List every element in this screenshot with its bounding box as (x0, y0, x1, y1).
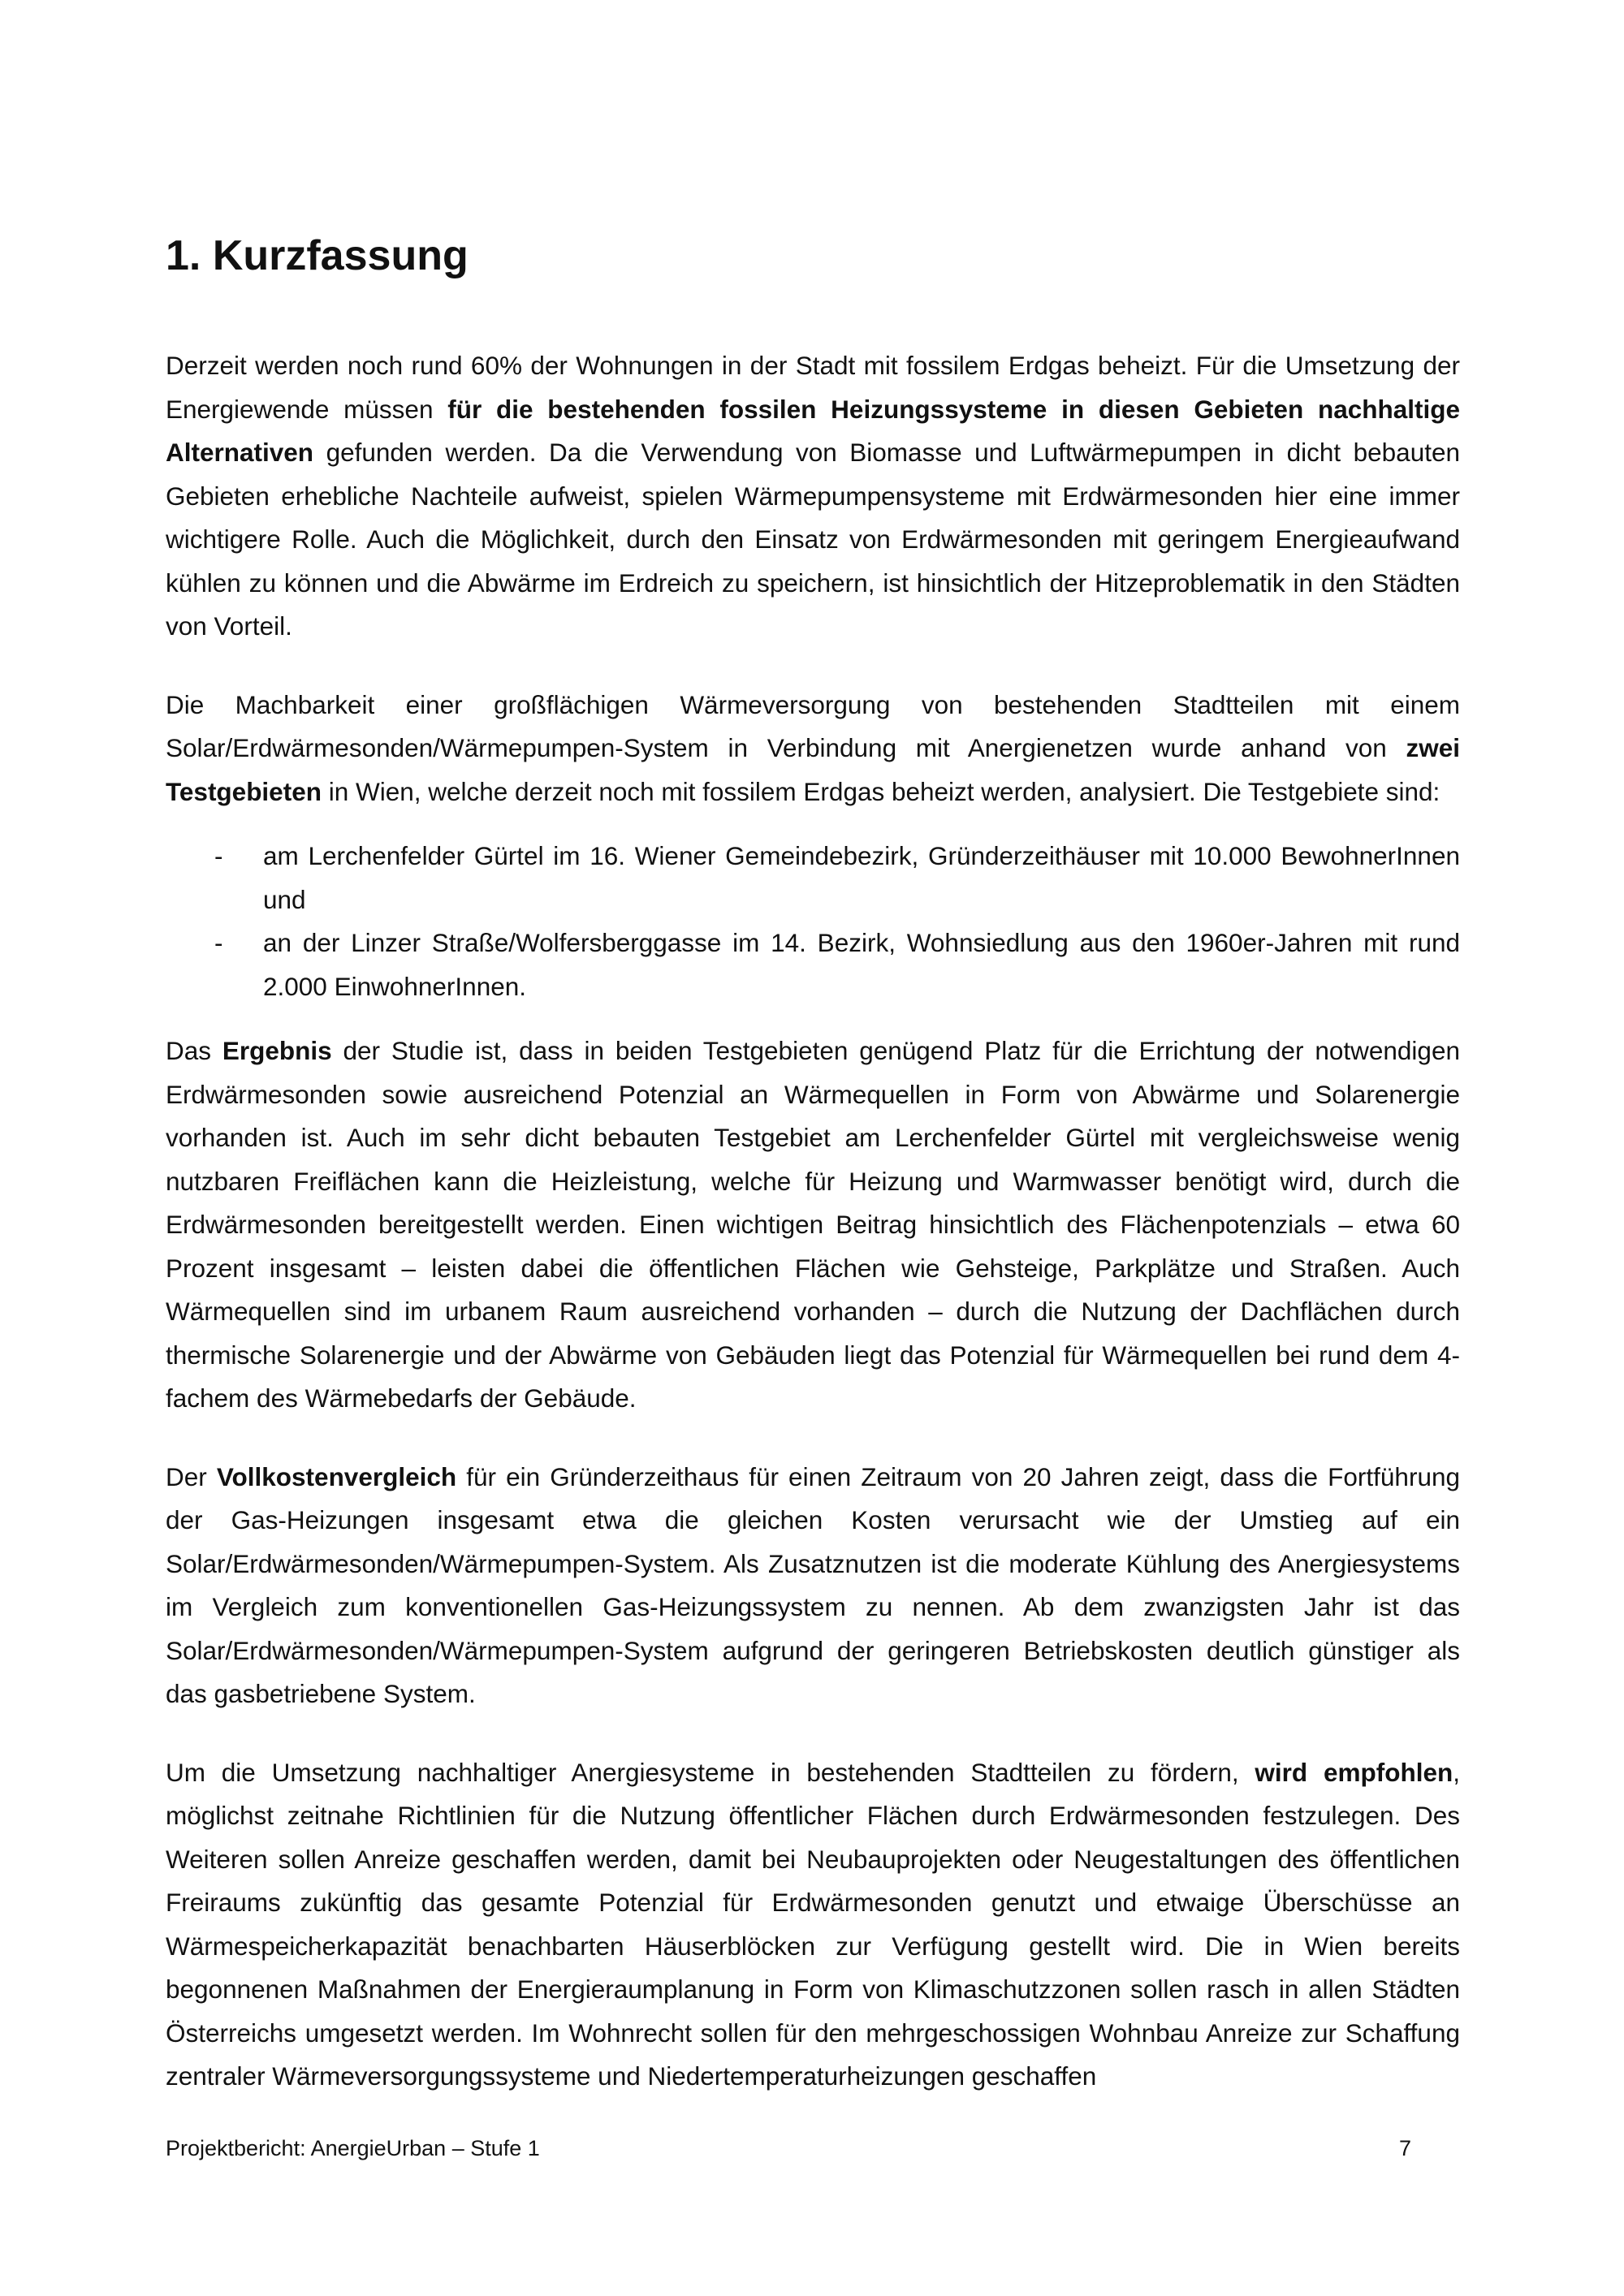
footer-title: Projektbericht: AnergieUrban – Stufe 1 (166, 2136, 540, 2160)
list-item-text: am Lerchenfelder Gürtel im 16. Wiener Gemeindebezirk, Gründerzeithäuser mit 10.000 BewohnerInnen und (263, 841, 1460, 914)
paragraph-1 (166, 344, 1460, 649)
emphasis-text: Vollkostenvergleich (216, 1461, 457, 1491)
list-dash: - (214, 928, 223, 957)
list-item (166, 921, 1460, 1008)
list-dash: - (214, 841, 223, 870)
paragraph-text: in Wien, welche derzeit noch mit fossilem Erdgas beheizt werden, analysiert. Die Testgebiete sind: (321, 776, 1440, 806)
paragraph-text: gefunden werden. Da die Verwendung von Biomasse und Luftwärmepumpen in dicht bebauten Gebieten erhebliche Nachteile aufweist, spielen Wärmepumpensysteme mit Erdwärmesonden hier eine immer wichtigere Rolle. Auch die Möglichkeit, durch den Einsatz von Erdwärmesonden mit geringem Energieaufwand kühlen zu können und die Abwärme im Erdreich zu speichern, ist hinsichtlich der Hitzeproblematik in den Städten von Vorteil. (166, 438, 1460, 641)
paragraph-text: Das (166, 1036, 222, 1065)
page-footer (166, 2134, 1411, 2163)
paragraph-text: für ein Gründerzeithaus für einen Zeitraum von 20 Jahren zeigt, dass die Fortführung der Gas-Heizungen insgesamt etwa die gleichen Kosten verursacht wie der Umstieg auf ein Solar/Erdwärmesonden/Wärmepumpen-System. Als Zusatznutzen ist die moderate Kühlung des Anergiesystems im Vergleich zum konventionellen Gas-Heizungssystem zu nennen. Ab dem zwanzigsten Jahr ist das Solar/Erdwärmesonden/Wärmepumpen-System aufgrund der geringeren Betriebskosten deutlich günstiger als das gasbetriebene System. (166, 1461, 1460, 1708)
paragraph-5 (166, 1751, 1460, 2099)
paragraph-text: Der (166, 1461, 217, 1491)
paragraph-3 (166, 1029, 1460, 1421)
page-number: 7 (1398, 2136, 1411, 2160)
paragraph-text: Derzeit werden noch rund 60% der Wohnungen in der Stadt mit fossilem Erdgas beheizt. Für die Umsetzung der Energiewende müssen (166, 351, 1460, 424)
paragraph-text: der Studie ist, dass in beiden Testgebieten genügend Platz für die Errichtung der notwendigen Erdwärmesonden sowie ausreichend Potenzial an Wärmequellen in Form von Abwärme und Solarenergie vorhanden ist. Auch im sehr dicht bebauten Testgebiet am Lerchenfelder Gürtel mit vergleichsweise wenig nutzbaren Freiflächen kann die Heizleistung, welche für Heizung und Warmwasser benötigt wird, durch die Erdwärmesonden bereitgestellt werden. Einen wichtigen Beitrag hinsichtlich des Flächenpotenzials – etwa 60 Prozent insgesamt – leisten dabei die öffentlichen Flächen wie Gehsteige, Parkplätze und Straßen. Auch Wärmequellen sind im urbanem Raum ausreichend vorhanden – durch die Nutzung der Dachflächen durch thermische Solarenergie und der Abwärme von Gebäuden liegt das Potenzial für Wärmequellen bei rund dem 4-fachem des Wärmebedarfs der Gebäude. (166, 1036, 1460, 1413)
test-area-list (166, 835, 1460, 1008)
emphasis-text: Ergebnis (222, 1036, 332, 1065)
paragraph-text: Um die Umsetzung nachhaltiger Anergiesysteme in bestehenden Stadtteilen zu fördern, (166, 1757, 1255, 1787)
paragraph-2 (166, 684, 1460, 814)
paragraph-4 (166, 1456, 1460, 1716)
list-item (166, 835, 1460, 921)
paragraph-text: , möglichst zeitnahe Richtlinien für die Nutzung öffentlicher Flächen durch Erdwärmesonden festzulegen. Des Weiteren sollen Anreize geschaffen werden, damit bei Neubauprojekten oder Neugestaltungen des öffentlichen Freiraums zukünftig das gesamte Potenzial für Erdwärmesonden genutzt und etwaige Überschüsse an Wärmespeicherkapazität benachbarten Häuserblöcken zur Verfügung gestellt wird. Die in Wien bereits begonnenen Maßnahmen der Energieraumplanung in Form von Klimaschutzzonen sollen rasch in allen Städten Österreichs umgesetzt werden. Im Wohnrecht sollen für den mehrgeschossigen Wohnbau Anreize zur Schaffung zentraler Wärmeversorgungssysteme und Niedertemperaturheizungen geschaffen (166, 1757, 1460, 2091)
emphasis-text: zwei Testgebieten (166, 733, 1460, 806)
list-item-text: an der Linzer Straße/Wolfersberggasse im 14. Bezirk, Wohnsiedlung aus den 1960er-Jahren mit rund 2.000 EinwohnerInnen. (263, 928, 1460, 1001)
emphasis-text: für die bestehenden fossilen Heizungssysteme in diesen Gebieten nachhaltige Alternativen (166, 394, 1460, 467)
section-heading: 1. Kurzfassung (166, 232, 469, 279)
paragraph-text: Die Machbarkeit einer großflächigen Wärmeversorgung von bestehenden Stadtteilen mit einem Solar/Erdwärmesonden/Wärmepumpen-System in Verbindung mit Anergienetzen wurde anhand von (166, 689, 1460, 762)
section-body (166, 344, 1460, 2134)
emphasis-text: wird empfohlen (1255, 1757, 1453, 1787)
